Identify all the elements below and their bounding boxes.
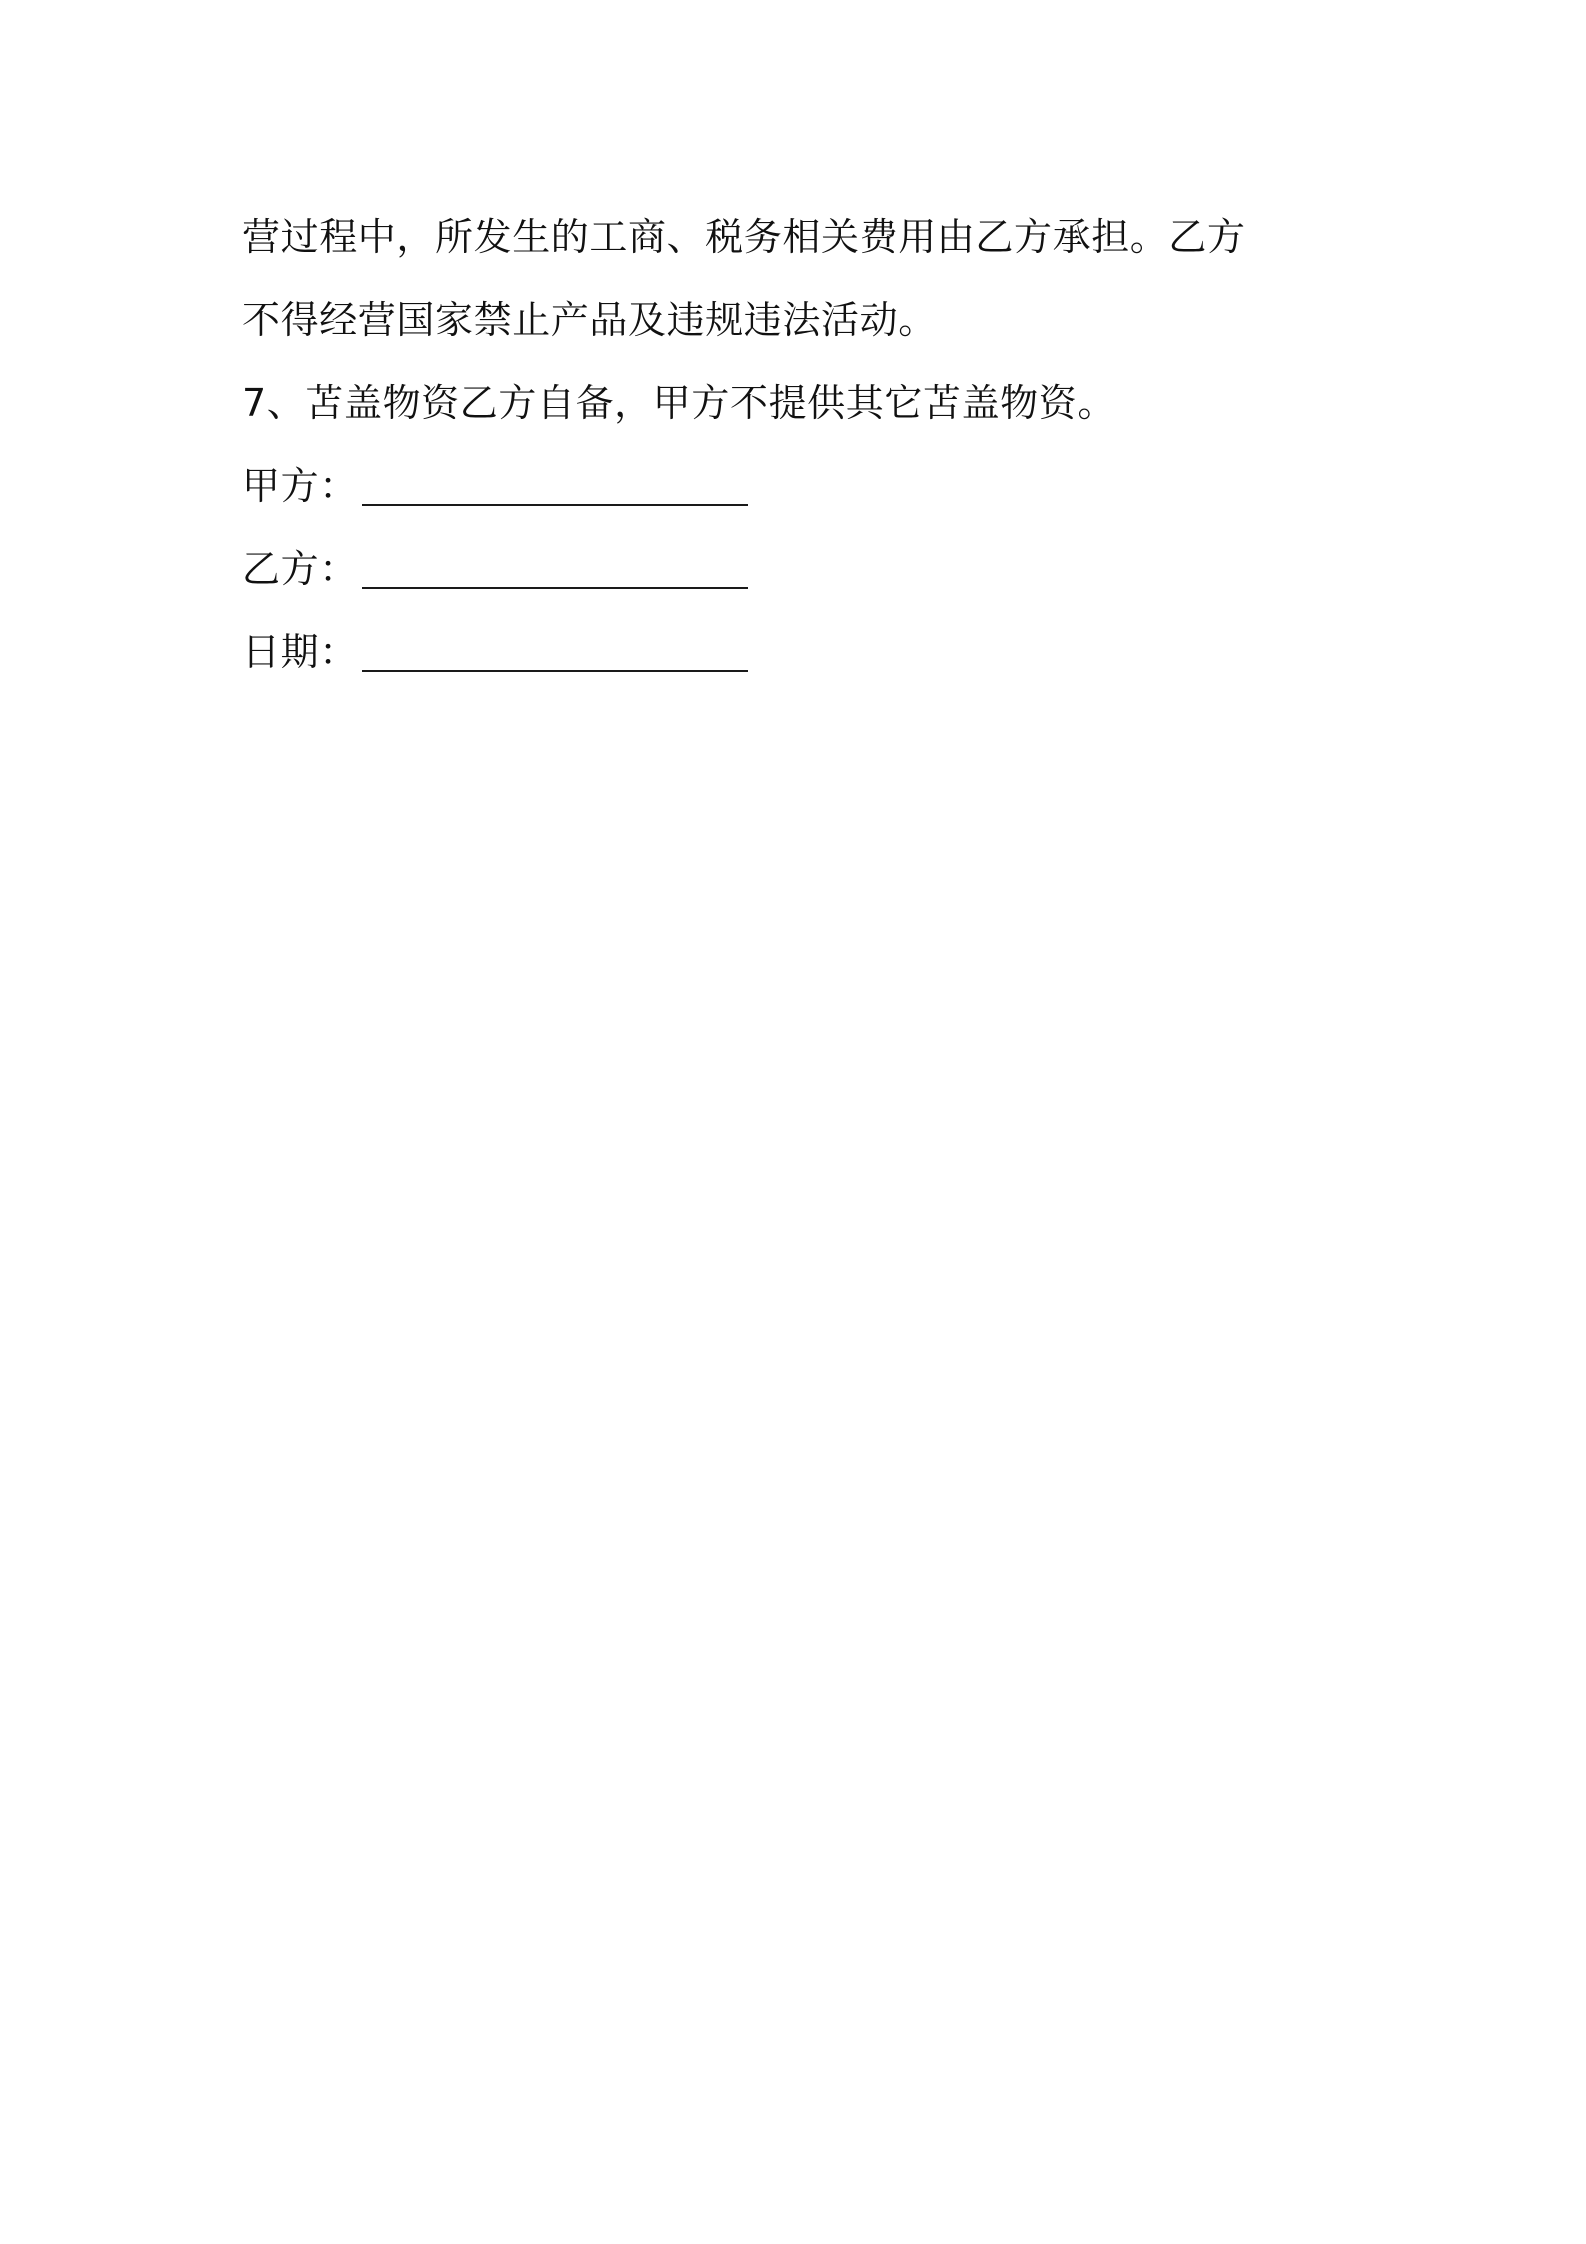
party-b-signature-blank[interactable] xyxy=(362,587,748,589)
party-b-label: 乙方： xyxy=(242,547,358,591)
party-a-label: 甲方： xyxy=(242,464,358,508)
date-label: 日期： xyxy=(242,630,358,674)
party-b-signature-row xyxy=(242,528,1352,611)
date-row xyxy=(242,611,1352,694)
paragraph-line-2: 不得经营国家禁止产品及违规违法活动。 xyxy=(242,298,937,342)
date-blank[interactable] xyxy=(362,670,748,672)
document-body xyxy=(242,196,1352,694)
paragraph-line-1: 营过程中，所发生的工商、税务相关费用由乙方承担。乙方 xyxy=(242,215,1246,259)
party-a-signature-blank[interactable] xyxy=(362,504,748,506)
clause-7: 7、苫盖物资乙方自备，甲方不提供其它苫盖物资。 xyxy=(242,381,1116,425)
party-a-signature-row xyxy=(242,445,1352,528)
